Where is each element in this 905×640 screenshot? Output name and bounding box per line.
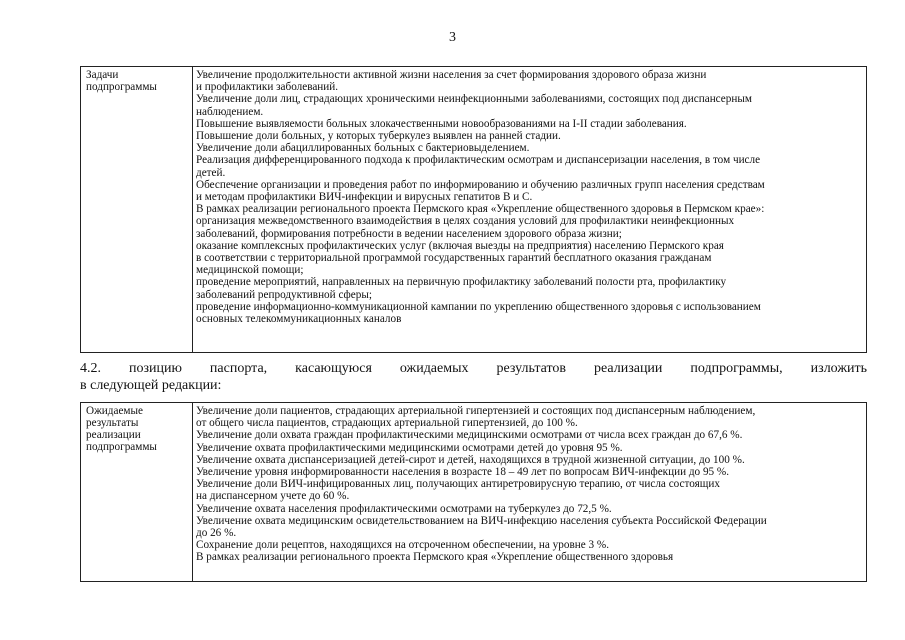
expected-results-table <box>80 402 867 582</box>
label-line: подпрограммы <box>86 441 157 453</box>
text-line: оказание комплексных профилактических услуг (включая выезды на предприятия) населению Пермского края <box>196 239 724 252</box>
text-line: Увеличение охвата диспансеризацией детей-сирот и детей, находящихся в трудной жизненной ситуации, до 100 %. <box>196 453 745 466</box>
text-line: на диспансерном учете до 60 %. <box>196 490 350 503</box>
text-line: Увеличение охвата профилактическими медицинскими осмотрами детей до уровня 95 %. <box>196 441 623 454</box>
text-line: В рамках реализации регионального проекта Пермского края «Укрепление общественного здоровья <box>196 551 674 564</box>
text-line: в соответствии с территориальной программой государственных гарантий бесплатного оказания гражданам <box>196 252 712 265</box>
text-line: Увеличение продолжительности активной жизни населения за счет формирования здорового образа жизни <box>196 69 707 81</box>
text-line: Увеличение доли лиц, страдающих хроническими неинфекционными заболеваниями, состоящих под диспансерным <box>196 93 752 106</box>
text-line: от общего числа пациентов, страдающих артериальной гипертензией, до 100 %. <box>196 417 578 430</box>
results-content-cell <box>193 403 866 581</box>
text-line: Реализация дифференцированного подхода к профилактическим осмотрам и диспансеризации населения, в том числе <box>196 154 761 167</box>
amendment-paragraph-line1: 4.2. позицию паспорта, касающуюся ожидаемых результатов реализации подпрограммы, изложить <box>80 361 867 376</box>
text-line: и профилактики заболеваний. <box>196 81 339 94</box>
label-line: результаты <box>86 417 139 429</box>
text-line: Увеличение уровня информированности населения в возрасте 18 – 49 лет по вопросам ВИЧ-инфекции до 95 %. <box>196 466 730 479</box>
tasks-content-cell <box>193 67 866 352</box>
label-line: Задачи <box>86 69 119 81</box>
text-line: Увеличение доли пациентов, страдающих артериальной гипертензией и состоящих под диспансерным наблюдением, <box>196 405 756 417</box>
text-line: Увеличение доли охвата граждан профилактическими медицинскими осмотрами от числа всех граждан до 67,6 %. <box>196 429 743 442</box>
label-line: подпрограммы <box>86 81 157 93</box>
text-line: Обеспечение организации и проведения работ по информированию и обучению различных групп населения средствам <box>196 178 765 191</box>
text-line: Увеличение доли абациллированных больных с бактериовыделением. <box>196 142 530 155</box>
text-line: медицинской помощи; <box>196 264 304 277</box>
amendment-paragraph-line2: в следующей редакции: <box>80 378 222 393</box>
text-line: основных телекоммуникационных каналов <box>196 313 402 326</box>
text-line: Сохранение доли рецептов, находящихся на отсроченном обеспечении, на уровне 3 %. <box>196 539 609 552</box>
text-line: заболеваний репродуктивной сферы; <box>196 288 372 301</box>
page-number: 3 <box>449 30 456 45</box>
text-line: Увеличение доли ВИЧ-инфицированных лиц, получающих антиретровирусную терапию, от числа состоящих <box>196 478 720 491</box>
text-line: Увеличение охвата населения профилактическими осмотрами на туберкулез до 72,5 %. <box>196 502 612 515</box>
results-label-cell <box>81 403 193 581</box>
text-line: Повышение выявляемости больных злокачественными новообразованиями на I-II стадии заболевания. <box>196 117 687 130</box>
tasks-label-cell <box>81 67 193 352</box>
text-line: до 26 %. <box>196 527 237 540</box>
tasks-table <box>80 66 867 353</box>
text-line: Увеличение охвата медицинским освидетельствованием на ВИЧ-инфекцию населения субъекта Российской Федерации <box>196 514 767 527</box>
text-line: В рамках реализации регионального проекта Пермского края «Укрепление общественного здоровья в Пермском крае»: <box>196 203 765 216</box>
text-line: заболеваний, формирования потребности в ведении населением здорового образа жизни; <box>196 227 622 240</box>
text-line: организация межведомственного взаимодействия в целях создания условий для профилактики неинфекционных <box>196 215 735 228</box>
label-line: Ожидаемые <box>86 405 143 417</box>
text-line: и методам профилактики ВИЧ-инфекции и вирусных гепатитов В и С. <box>196 191 533 204</box>
text-line: Повышение доли больных, у которых туберкулез выявлен на ранней стадии. <box>196 130 561 143</box>
label-line: реализации <box>86 429 141 441</box>
text-line: детей. <box>196 166 226 179</box>
text-line: наблюдением. <box>196 105 264 118</box>
text-line: проведение информационно-коммуникационной кампании по укреплению общественного здоровья с использованием <box>196 300 761 313</box>
text-line: проведение мероприятий, направленных на первичную профилактику заболеваний полости рта, профилактику <box>196 276 727 289</box>
